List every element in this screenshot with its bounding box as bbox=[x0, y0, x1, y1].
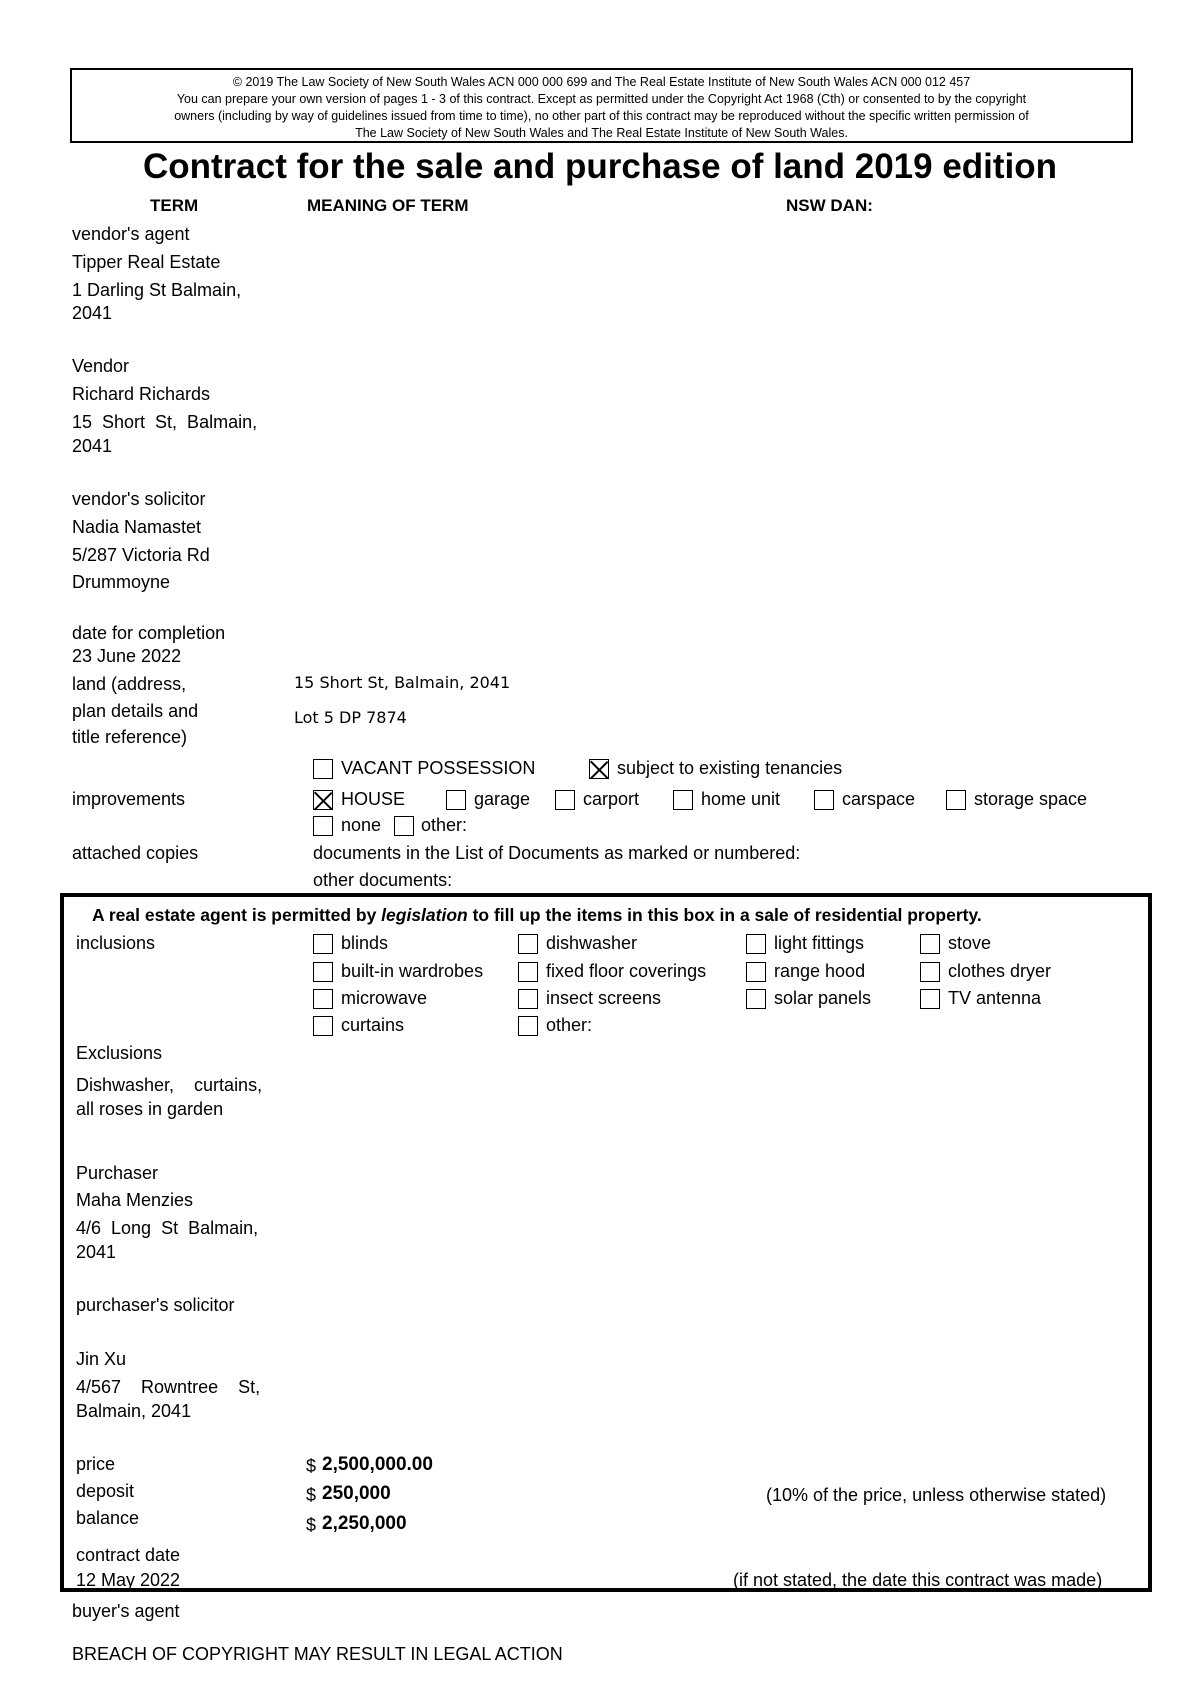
deposit-currency: $ bbox=[306, 1485, 317, 1505]
built-in-wardrobes-checkbox[interactable] bbox=[313, 962, 333, 982]
page-title: Contract for the sale and purchase of land 2019 edition bbox=[142, 147, 1058, 186]
vendors-agent-line: Tipper Real Estate bbox=[72, 252, 221, 272]
microwave-checkbox[interactable] bbox=[313, 989, 333, 1009]
solar-panels-label: solar panels bbox=[774, 988, 872, 1008]
vendors-agent-label: vendor's agent bbox=[72, 224, 190, 244]
copyright-line: You can prepare your own version of pages 1 - 3 of this contract. Except as permitted under the Copyright Act 1968 (Cth) or consented to by the copyright bbox=[176, 92, 1027, 106]
range-hood-checkbox[interactable] bbox=[746, 962, 766, 982]
purchasers-solicitor-label: purchaser's solicitor bbox=[76, 1295, 235, 1315]
purchasers-solicitor-line: Jin Xu bbox=[76, 1349, 127, 1369]
copyright-line: owners (including by way of guidelines issued from time to time), no other part of this contract may be reproduced without the specific written permission of bbox=[174, 109, 1029, 123]
garage-label: garage bbox=[474, 789, 531, 809]
copyright-notice bbox=[70, 68, 1133, 143]
land-label: title reference) bbox=[72, 727, 188, 747]
home-unit-checkbox[interactable] bbox=[673, 790, 693, 810]
land-label: land (address, bbox=[72, 674, 187, 694]
contract-date-label: contract date bbox=[76, 1545, 181, 1565]
box-heading bbox=[92, 905, 982, 926]
insect-screens-label: insect screens bbox=[546, 988, 662, 1008]
vendors-solicitor-line: Nadia Namastet bbox=[72, 517, 202, 537]
copyright-line: The Law Society of New South Wales and The Real Estate Institute of New South Wales. bbox=[355, 126, 848, 140]
box-heading-part: A real estate agent is permitted by bbox=[92, 905, 382, 925]
meaning-header: MEANING OF TERM bbox=[307, 196, 469, 215]
inclusions-other-label: other: bbox=[546, 1015, 593, 1035]
balance-label: balance bbox=[76, 1508, 140, 1528]
home-unit-label: home unit bbox=[701, 789, 781, 809]
purchaser-line: 2041 bbox=[76, 1242, 117, 1262]
copyright-warning: BREACH OF COPYRIGHT MAY RESULT IN LEGAL ACTION bbox=[72, 1644, 563, 1664]
dishwasher-checkbox[interactable] bbox=[518, 934, 538, 954]
vendor-line: 2041 bbox=[72, 436, 113, 456]
clothes-dryer-label: clothes dryer bbox=[948, 961, 1052, 981]
carport-checkbox[interactable] bbox=[555, 790, 575, 810]
curtains-label: curtains bbox=[341, 1015, 405, 1035]
vendor-line: 15 Short St, Balmain, bbox=[72, 412, 258, 432]
house-label: HOUSE bbox=[341, 789, 406, 809]
vendors-agent-line: 2041 bbox=[72, 303, 113, 323]
contract-date-value: 12 May 2022 bbox=[76, 1570, 181, 1590]
stove-label: stove bbox=[948, 933, 992, 953]
improvements-other-checkbox[interactable] bbox=[394, 816, 414, 836]
carport-label: carport bbox=[583, 789, 640, 809]
carspace-label: carspace bbox=[842, 789, 916, 809]
contract-date-note: (if not stated, the date this contract was made) bbox=[733, 1570, 1103, 1590]
storage-space-label: storage space bbox=[974, 789, 1088, 809]
curtains-checkbox[interactable] bbox=[313, 1016, 333, 1036]
microwave-label: microwave bbox=[341, 988, 428, 1008]
blinds-checkbox[interactable] bbox=[313, 934, 333, 954]
none-checkbox[interactable] bbox=[313, 816, 333, 836]
price-value: 2,500,000.00 bbox=[322, 1454, 433, 1475]
purchaser-line: 4/6 Long St Balmain, bbox=[76, 1218, 259, 1238]
tenancies-label: subject to existing tenancies bbox=[617, 758, 843, 778]
purchaser-line: Maha Menzies bbox=[76, 1190, 194, 1210]
attached-documents-line: documents in the List of Documents as marked or numbered: bbox=[313, 843, 801, 863]
deposit-note: (10% of the price, unless otherwise stated) bbox=[766, 1485, 1107, 1505]
light-fittings-checkbox[interactable] bbox=[746, 934, 766, 954]
vacant-possession-checkbox[interactable] bbox=[313, 759, 333, 779]
purchaser-label: Purchaser bbox=[76, 1163, 159, 1183]
vendors-solicitor-line: 5/287 Victoria Rd bbox=[72, 545, 210, 565]
improvements-other-label: other: bbox=[421, 815, 468, 835]
inclusions-label: inclusions bbox=[76, 933, 156, 953]
garage-checkbox[interactable] bbox=[446, 790, 466, 810]
balance-value: 2,250,000 bbox=[322, 1513, 407, 1534]
dishwasher-label: dishwasher bbox=[546, 933, 638, 953]
house-checkbox[interactable] bbox=[313, 790, 333, 810]
purchasers-solicitor-line: Balmain, 2041 bbox=[76, 1401, 192, 1421]
fixed-floor-coverings-checkbox[interactable] bbox=[518, 962, 538, 982]
stove-checkbox[interactable] bbox=[920, 934, 940, 954]
inclusions-other-checkbox[interactable] bbox=[518, 1016, 538, 1036]
vendors-solicitor-line: Drummoyne bbox=[72, 572, 171, 592]
light-fittings-label: light fittings bbox=[774, 933, 865, 953]
vendors-agent-line: 1 Darling St Balmain, bbox=[72, 280, 242, 300]
purchasers-solicitor-line: 4/567 Rowntree St, bbox=[76, 1377, 261, 1397]
tenancies-checkbox[interactable] bbox=[589, 759, 609, 779]
clothes-dryer-checkbox[interactable] bbox=[920, 962, 940, 982]
completion-date: 23 June 2022 bbox=[72, 646, 182, 666]
fixed-floor-coverings-label: fixed floor coverings bbox=[546, 961, 707, 981]
built-in-wardrobes-label: built-in wardrobes bbox=[341, 961, 484, 981]
term-header: TERM bbox=[150, 196, 199, 215]
carspace-checkbox[interactable] bbox=[814, 790, 834, 810]
balance-currency: $ bbox=[306, 1515, 317, 1535]
land-plan: Lot 5 DP 7874 bbox=[294, 708, 407, 727]
exclusions-line: all roses in garden bbox=[76, 1099, 224, 1119]
tv-antenna-label: TV antenna bbox=[948, 988, 1042, 1008]
copyright-line: © 2019 The Law Society of New South Wales ACN 000 000 699 and The Real Estate Institute of New South Wales ACN 000 012 457 bbox=[232, 75, 971, 89]
land-label: plan details and bbox=[72, 701, 199, 721]
blinds-label: blinds bbox=[341, 933, 389, 953]
deposit-label: deposit bbox=[76, 1481, 135, 1501]
box-heading-part: to fill up the items in this box in a sale of residential property. bbox=[467, 905, 982, 925]
vendor-label: Vendor bbox=[72, 356, 130, 376]
buyers-agent-label: buyer's agent bbox=[72, 1601, 180, 1621]
vendors-solicitor-label: vendor's solicitor bbox=[72, 489, 206, 509]
storage-space-checkbox[interactable] bbox=[946, 790, 966, 810]
exclusions-label: Exclusions bbox=[76, 1043, 163, 1063]
improvements-label: improvements bbox=[72, 789, 186, 809]
box-heading-italic: legislation bbox=[381, 905, 468, 925]
completion-label: date for completion bbox=[72, 623, 226, 643]
price-label: price bbox=[76, 1454, 116, 1474]
attached-copies-label: attached copies bbox=[72, 843, 199, 863]
range-hood-label: range hood bbox=[774, 961, 866, 981]
exclusions-line: Dishwasher, curtains, bbox=[76, 1075, 263, 1095]
deposit-value: 250,000 bbox=[322, 1483, 391, 1504]
land-address: 15 Short St, Balmain, 2041 bbox=[294, 673, 511, 692]
vacant-possession-label: VACANT POSSESSION bbox=[341, 758, 536, 778]
none-label: none bbox=[341, 815, 382, 835]
vendor-line: Richard Richards bbox=[72, 384, 211, 404]
price-currency: $ bbox=[306, 1456, 317, 1476]
tv-antenna-checkbox[interactable] bbox=[920, 989, 940, 1009]
nsw-dan-header: NSW DAN: bbox=[786, 196, 873, 215]
other-documents-line: other documents: bbox=[313, 870, 453, 890]
solar-panels-checkbox[interactable] bbox=[746, 989, 766, 1009]
insect-screens-checkbox[interactable] bbox=[518, 989, 538, 1009]
